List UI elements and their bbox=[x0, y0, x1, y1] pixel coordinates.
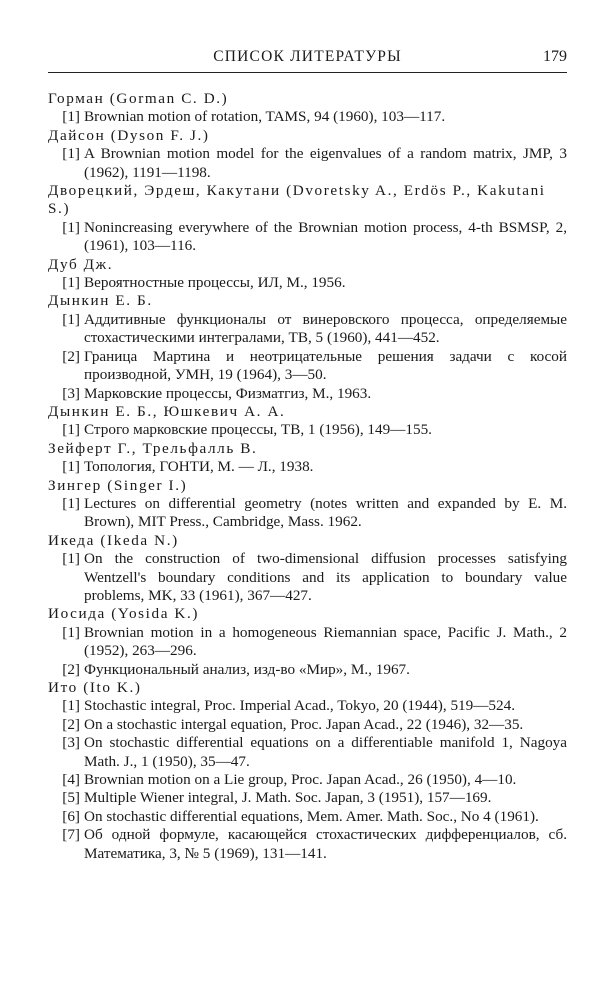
reference-entry bbox=[48, 274, 567, 292]
reference-number: [1] bbox=[62, 697, 80, 715]
reference-text: Brownian motion in a homogeneous Riemannian space, Pacific J. Math., 2 (1952), 263—296. bbox=[84, 623, 567, 660]
author-heading: Горман (Gorman C. D.) bbox=[48, 90, 229, 107]
reference-number: [2] bbox=[62, 347, 80, 365]
reference-text: Об одной формуле, касающейся стохастических дифференциалов, сб. Математика, 3, № 5 (1969), 131—141. bbox=[84, 826, 567, 862]
reference-entry bbox=[48, 697, 567, 715]
reference-number: [6] bbox=[62, 807, 80, 825]
author-heading: Дынкин Е. Б., Юшкевич А. А. bbox=[48, 402, 286, 420]
reference-text: Multiple Wiener integral, J. Math. Soc. Japan, 3 (1951), 157—169. bbox=[84, 789, 492, 807]
reference-text: Brownian motion of rotation, TAMS, 94 (1960), 103—117. bbox=[84, 108, 446, 126]
reference-entry bbox=[48, 734, 567, 771]
reference-number: [1] bbox=[62, 458, 80, 476]
reference-number: [4] bbox=[62, 771, 80, 789]
reference-entry bbox=[48, 661, 567, 679]
bibliography-list bbox=[48, 90, 567, 863]
reference-text: Аддитивные функционалы от винеровского процесса, определяемые стохастическими интегралами, ТВ, 5 (1960), 441—452. bbox=[84, 310, 567, 347]
reference-entry bbox=[48, 808, 567, 826]
reference-entry bbox=[48, 108, 567, 126]
author-heading: Дуб Дж. bbox=[48, 255, 114, 273]
reference-text: Stochastic integral, Proc. Imperial Acad., Tokyo, 20 (1944), 519—524. bbox=[84, 697, 515, 715]
reference-entry bbox=[48, 771, 567, 789]
author-heading: Дворецкий, Эрдеш, Какутани (Dvoretsky A., Erdös P., Kakutani S.) bbox=[48, 182, 546, 218]
reference-text: On a stochastic intergal equation, Proc. Japan Acad., 22 (1946), 32—35. bbox=[84, 715, 524, 733]
reference-entry bbox=[48, 495, 567, 532]
reference-entry bbox=[48, 550, 567, 605]
reference-text: Марковские процессы, Физматгиз, М., 1963. bbox=[84, 384, 372, 402]
reference-number: [1] bbox=[62, 550, 80, 568]
reference-entry bbox=[48, 145, 567, 182]
reference-text: A Brownian motion model for the eigenvalues of a random matrix, JMP, 3 (1962), 1191—1198. bbox=[84, 145, 567, 181]
reference-entry bbox=[48, 789, 567, 807]
author-heading: Зейферт Г., Трельфалль В. bbox=[48, 439, 258, 457]
author-heading: Икеда (Ikeda N.) bbox=[48, 531, 179, 549]
reference-entry bbox=[48, 348, 567, 385]
reference-number: [7] bbox=[62, 826, 80, 844]
author-heading: Дайсон (Dyson F. J.) bbox=[48, 126, 210, 144]
author-heading: Дынкин Е. Б. bbox=[48, 292, 153, 310]
reference-text: On stochastic differential equations on a differentiable manifold 1, Nagoya Math. J., 1 (1950), 35—47. bbox=[84, 734, 567, 770]
reference-number: [1] bbox=[62, 274, 80, 292]
reference-number: [1] bbox=[62, 494, 80, 512]
reference-number: [1] bbox=[62, 310, 80, 328]
running-header bbox=[48, 44, 567, 73]
reference-entry bbox=[48, 421, 567, 439]
reference-text: Граница Мартина и неотрицательные решения задачи с косой производной, УМН, 19 (1964), 3—50. bbox=[84, 347, 567, 384]
author-heading: Иосида (Yosida K.) bbox=[48, 605, 200, 623]
reference-number: [2] bbox=[62, 660, 80, 678]
reference-entry bbox=[48, 458, 567, 476]
reference-text: Вероятностные процессы, ИЛ, М., 1956. bbox=[84, 274, 346, 292]
reference-entry bbox=[48, 385, 567, 403]
page-number: 179 bbox=[543, 48, 567, 65]
author-heading: Ито (Ito K.) bbox=[48, 679, 142, 696]
reference-text: Lectures on differential geometry (notes written and expanded by E. M. Brown), MIT Press., Cambridge, Mass. 1962. bbox=[84, 494, 567, 531]
reference-entry bbox=[48, 311, 567, 348]
reference-number: [3] bbox=[62, 384, 80, 402]
reference-text: Строго марковские процессы, ТВ, 1 (1956), 149—155. bbox=[84, 421, 432, 439]
reference-number: [1] bbox=[62, 108, 80, 126]
reference-number: [1] bbox=[62, 218, 80, 236]
reference-text: On the construction of two-dimensional diffusion processes satisfying Wentzell's boundary conditions and its application to boundary value problems, MK, 33 (1961), 367—427. bbox=[84, 550, 567, 604]
author-heading: Зингер (Singer I.) bbox=[48, 476, 188, 494]
reference-entry bbox=[48, 219, 567, 256]
reference-entry bbox=[48, 624, 567, 661]
reference-text: Nonincreasing everywhere of the Brownian motion process, 4-th BSMSP, 2, (1961), 103—116. bbox=[84, 218, 567, 255]
running-title: СПИСОК ЛИТЕРАТУРЫ bbox=[213, 48, 402, 65]
reference-entry bbox=[48, 826, 567, 863]
reference-number: [2] bbox=[62, 715, 80, 733]
reference-entry bbox=[48, 716, 567, 734]
reference-text: Функциональный анализ, изд-во «Мир», М., 1967. bbox=[84, 660, 410, 678]
reference-number: [1] bbox=[62, 623, 80, 641]
reference-number: [1] bbox=[62, 421, 80, 439]
reference-number: [5] bbox=[62, 789, 80, 807]
reference-text: Топология, ГОНТИ, М. — Л., 1938. bbox=[84, 458, 314, 476]
reference-number: [3] bbox=[62, 734, 80, 752]
reference-text: On stochastic differential equations, Mem. Amer. Math. Soc., No 4 (1961). bbox=[84, 807, 539, 825]
reference-text: Brownian motion on a Lie group, Proc. Japan Acad., 26 (1950), 4—10. bbox=[84, 771, 517, 789]
reference-number: [1] bbox=[62, 145, 80, 163]
